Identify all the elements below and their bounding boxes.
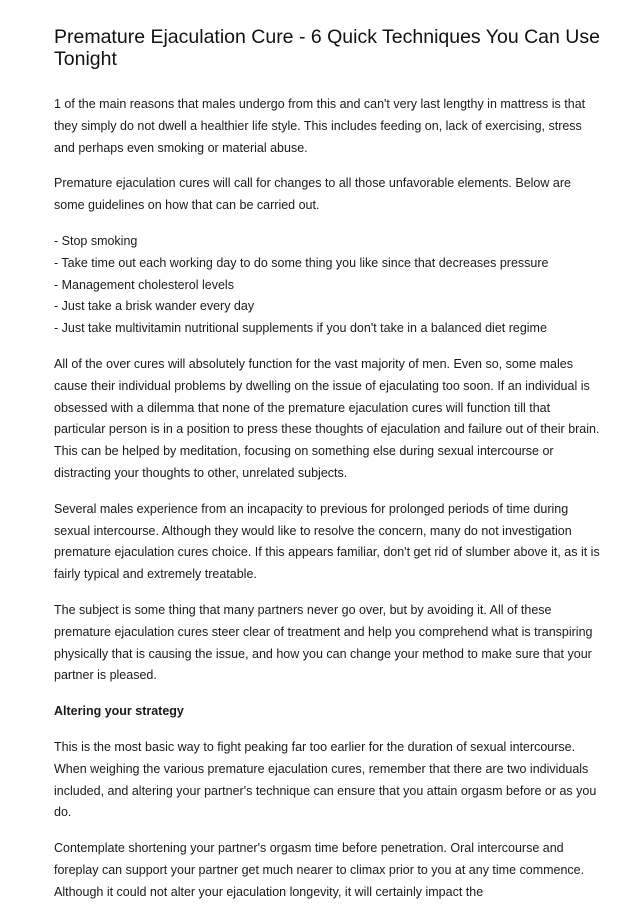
paragraph-subject: The subject is some thing that many partners never go over, but by avoiding it. All of these premature ejaculation cures steer clear of treatment and help you comprehend what is transpiring physically that is causing the issue, and how you can change your method to make sure that your partner is pleased. <box>54 602 593 683</box>
document-page <box>54 26 600 918</box>
tips-list <box>54 231 600 340</box>
list-item: - Just take multivitamin nutritional supplements if you don't take in a balanced diet regime <box>54 321 547 336</box>
paragraph-guidelines: Premature ejaculation cures will call for changes to all those unfavorable elements. Below are some guidelines on how that can be carried out. <box>54 176 571 213</box>
paragraph-intro: 1 of the main reasons that males undergo from this and can't very last lengthy in mattress is that they simply do not dwell a healthier life style. This includes feeding on, lack of exercising, stress and perhaps even smoking or material abuse. <box>54 97 586 155</box>
page-title: Premature Ejaculation Cure - 6 Quick Techniques You Can Use Tonight <box>54 26 600 70</box>
paragraph-basic-way: This is the most basic way to fight peaking far too earlier for the duration of sexual intercourse. When weighing the various premature ejaculation cures, remember that there are two individuals included, and altering your partner's technique can ensure that you attain orgasm before or as you do. <box>54 739 597 820</box>
list-item: - Take time out each working day to do some thing you like since that decreases pressure <box>54 255 549 270</box>
section-heading: Altering your strategy <box>54 704 184 719</box>
paragraph-cures: All of the over cures will absolutely function for the vast majority of men. Even so, some males cause their individual problems by dwelling on the issue of ejaculating too soon. If an individual is obsessed with a dilemma that none of the premature ejaculation cures will function till that particular person is in a position to press these thoughts of ejaculation and failure out of their brain. This can be helped by meditation, focusing on something else during sexual intercourse or distracting your thoughts to other, unrelated subjects. <box>54 356 600 480</box>
paragraph-contemplate: Contemplate shortening your partner's orgasm time before penetration. Oral intercourse and foreplay can support your partner get much nearer to climax prior to you at any time commence. Although it could not alter your ejaculation longevity, it will certainly impact the <box>54 841 585 899</box>
paragraph-incapacity: Several males experience from an incapacity to previous for prolonged periods of time during sexual intercourse. Although they would like to resolve the concern, many do not investigation premature ejaculation cures choice. If this appears familiar, don't get rid of slumber above it, as it is fairly typical and extremely treatable. <box>54 501 600 582</box>
list-item: - Stop smoking <box>54 233 138 248</box>
list-item: - Management cholesterol levels <box>54 277 234 292</box>
list-item: - Just take a brisk wander every day <box>54 299 255 314</box>
